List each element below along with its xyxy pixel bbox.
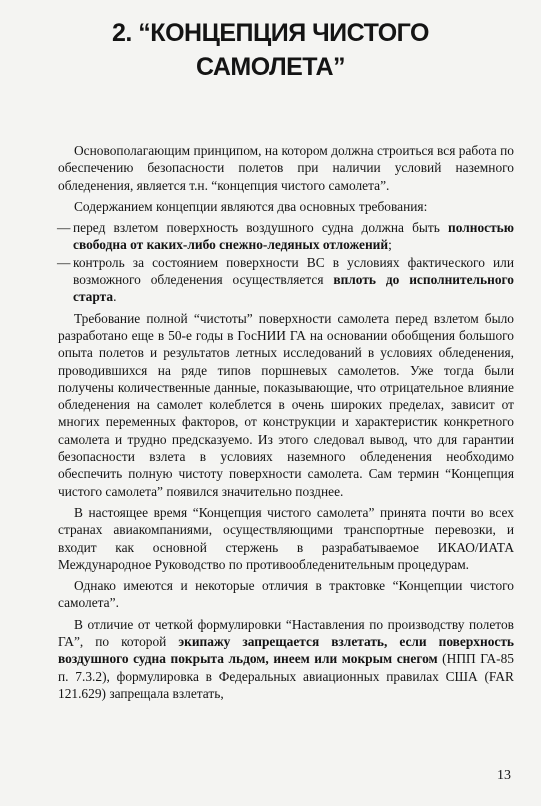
list-item (58, 219, 514, 254)
requirements-list (58, 219, 514, 305)
body-text (58, 142, 514, 706)
list-item-tail: ; (388, 237, 392, 253)
list-item-bold: вплоть до исполнительного старта (73, 272, 514, 305)
page-number: 13 (497, 768, 511, 783)
paragraph-3: Требование полной “чистоты” поверхности самолета перед взлетом было разработано еще в 50-е годы в ГосНИИ ГА на основании обобщения большого опыта полетов и результатов летных исследований в условиях обледенения, проводившихся на ряде типов поршневых самолетов. Уже тогда были получены количественные данные, показывающие, что отрицательное влияние обледенения на самолет колеблется в очень широких пределах, зависит от многих переменных факторов, от конструкции и характеристик конкретного самолета и трудно предсказуемо. Из этого следовал вывод, что для гарантии безопасности взлета в условиях наземного обледенения необходимо обеспечить полную чистоту поверхности самолета. Сам термин “Концепция чистого самолета” появился значительно позднее. (58, 310, 514, 499)
paragraph-2: Содержанием концепции являются два основных требования: (74, 198, 428, 214)
paragraph-1: Основополагающим принципом, на котором должна строиться вся работа по обеспечению безопасности полетов при наличии условий наземного обледенения, является т.н. “концепция чистого самолета”. (58, 143, 514, 193)
paragraph-6-start: В отличие от четкой формулировки “Наставления по производству полетов ГА”, по которой (58, 616, 514, 650)
paragraph-4: В настоящее время “Концепция чистого самолета” принята почти во всех странах авиакомпаниями, осуществляющими транспортные перевозки, и входит как основной стержень в разрабатываемое ИКАО/ИАТА Международное Руководство по противообледенительным процедурам. (58, 504, 514, 572)
chapter-title (60, 16, 481, 84)
chapter-title-line-2: САМОЛЕТА” (195, 53, 346, 81)
list-item-bold: полностью свободна от каких-либо снежно-ледяных отложений (73, 220, 514, 253)
chapter-title-line-1: 2. “КОНЦЕПЦИЯ ЧИСТОГО (112, 19, 429, 47)
list-item-text: контроль за состоянием поверхности ВС в условиях фактического или возможного обледенения осуществляется (73, 254, 514, 288)
list-item (58, 254, 514, 306)
paragraph-6 (58, 616, 514, 702)
list-item-tail: . (113, 289, 117, 305)
paragraph-6-bold: экипажу запрещается взлетать, если поверхность воздушного судна покрыта льдом, инеем или мокрым снегом (58, 634, 515, 667)
list-item-text: перед взлетом поверхность воздушного судна должна быть (73, 220, 448, 236)
paragraph-5: Однако имеются и некоторые отличия в трактовке “Концепции чистого самолета”. (58, 578, 514, 611)
paragraph-6-end: (НПП ГА-85 п. 7.3.2), формулировка в Федеральных авиационных правилах США (FAR 121.629) запрещала взлетать, (58, 651, 515, 701)
